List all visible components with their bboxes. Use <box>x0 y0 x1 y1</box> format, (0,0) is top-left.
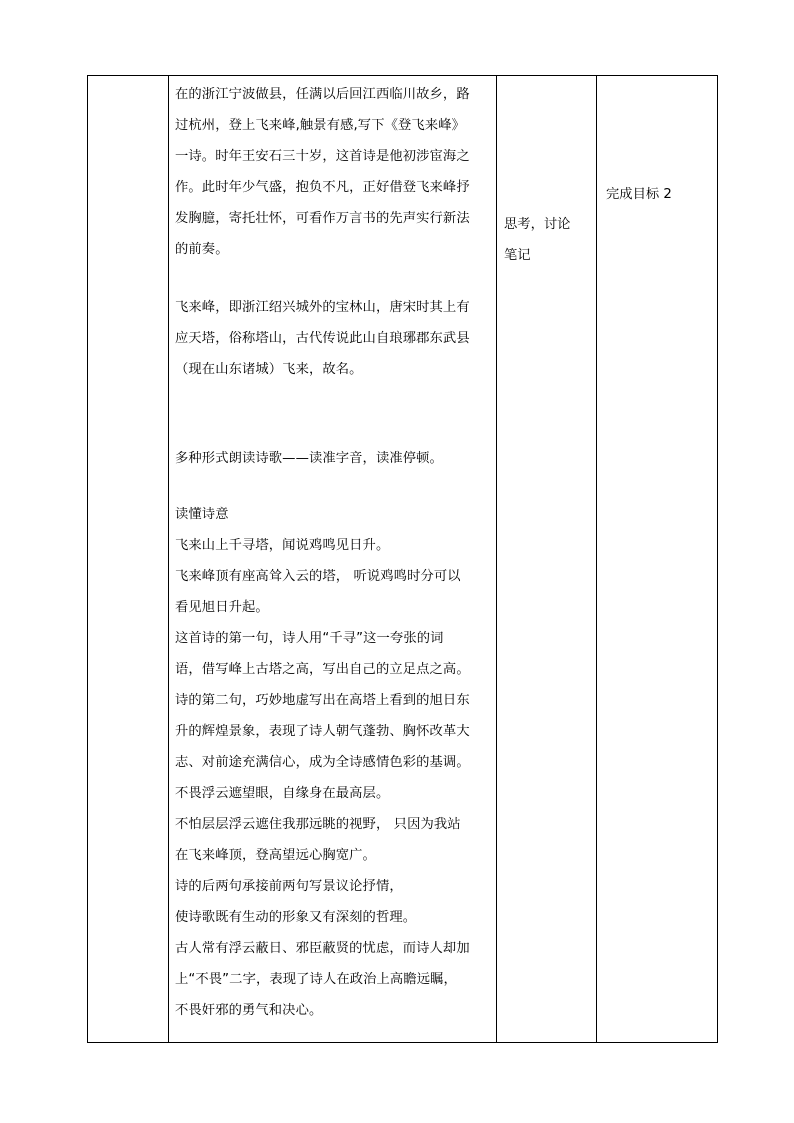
activity-line: 笔记 <box>504 248 531 263</box>
design-intent: 完成目标 2 <box>606 187 672 202</box>
student-activity-cell <box>497 76 597 1043</box>
text-line: 使诗歌既有生动的形象又有深刻的哲理。 <box>175 910 417 925</box>
text-line: 升的辉煌景象，表现了诗人朝气蓬勃、胸怀改革大 <box>175 724 470 739</box>
poem-line: 不畏浮云遮望眼，自缘身在最高层。 <box>175 786 390 801</box>
text-line: （现在山东诸城）飞来，故名。 <box>175 362 363 377</box>
text-line: 飞来峰，即浙江绍兴城外的宝林山，唐宋时其上有 <box>175 300 470 315</box>
poem-line: 飞来山上千寻塔，闻说鸡鸣见日升。 <box>175 538 390 553</box>
section-heading: 读懂诗意 <box>175 507 229 522</box>
text-line: 作。此时年少气盛，抱负不凡，正好借登飞来峰抒 <box>175 180 470 195</box>
text-line: 不畏奸邪的勇气和决心。 <box>175 1003 323 1018</box>
poem-meaning-section <box>175 499 496 1026</box>
text-line: 过杭州，登上飞来峰,触景有感,写下《登飞来峰》 <box>175 118 465 133</box>
text-line: 诗的后两句承接前两句写景议论抒情， <box>175 879 403 894</box>
student-activity <box>504 209 596 271</box>
activity-line: 思考，讨论 <box>504 217 571 232</box>
text-line: 的前奏。 <box>175 242 229 257</box>
text-line: 看见旭日升起。 <box>175 600 269 615</box>
empty-section-cell <box>88 76 169 1043</box>
text-line: 志、对前途充满信心，成为全诗感情色彩的基调。 <box>175 755 470 770</box>
feilaifeng-paragraph <box>175 292 496 385</box>
text-line: 在飞来峰顶，登高望远心胸宽广。 <box>175 848 376 863</box>
text-line: 发胸臆，寄托壮怀，可看作万言书的先声实行新法 <box>175 211 470 226</box>
teaching-content <box>175 76 496 1026</box>
text-line: 语，借写峰上古塔之高，写出自己的立足点之高。 <box>175 662 470 677</box>
reading-paragraph <box>175 443 496 474</box>
text-line: 应天塔，俗称塔山，古代传说此山自琅琊郡东武县 <box>175 331 470 346</box>
table-row <box>88 76 718 1043</box>
text-line: 这首诗的第一句，诗人用“千寻”这一夸张的词 <box>175 631 444 646</box>
text-line: 飞来峰顶有座高耸入云的塔， 听说鸡鸣时分可以 <box>175 569 461 584</box>
text-line: 上“不畏”二字，表现了诗人在政治上高瞻远瞩， <box>175 972 457 987</box>
text-line: 多种形式朗读诗歌——读准字音，读准停顿。 <box>175 451 443 466</box>
lesson-plan-table <box>87 75 718 1043</box>
text-line: 古人常有浮云蔽日、邪臣蔽贤的忧虑，而诗人却加 <box>175 941 470 956</box>
text-line: 一诗。时年王安石三十岁，这首诗是他初涉宦海之 <box>175 149 470 164</box>
background-paragraph <box>175 79 496 265</box>
design-intent-cell <box>597 76 718 1043</box>
text-line: 在的浙江宁波做县，任满以后回江西临川故乡，路 <box>175 87 470 102</box>
teaching-content-cell <box>169 76 497 1043</box>
text-line: 诗的第二句，巧妙地虚写出在高塔上看到的旭日东 <box>175 693 470 708</box>
text-line: 不怕层层浮云遮住我那远眺的视野， 只因为我站 <box>175 817 461 832</box>
